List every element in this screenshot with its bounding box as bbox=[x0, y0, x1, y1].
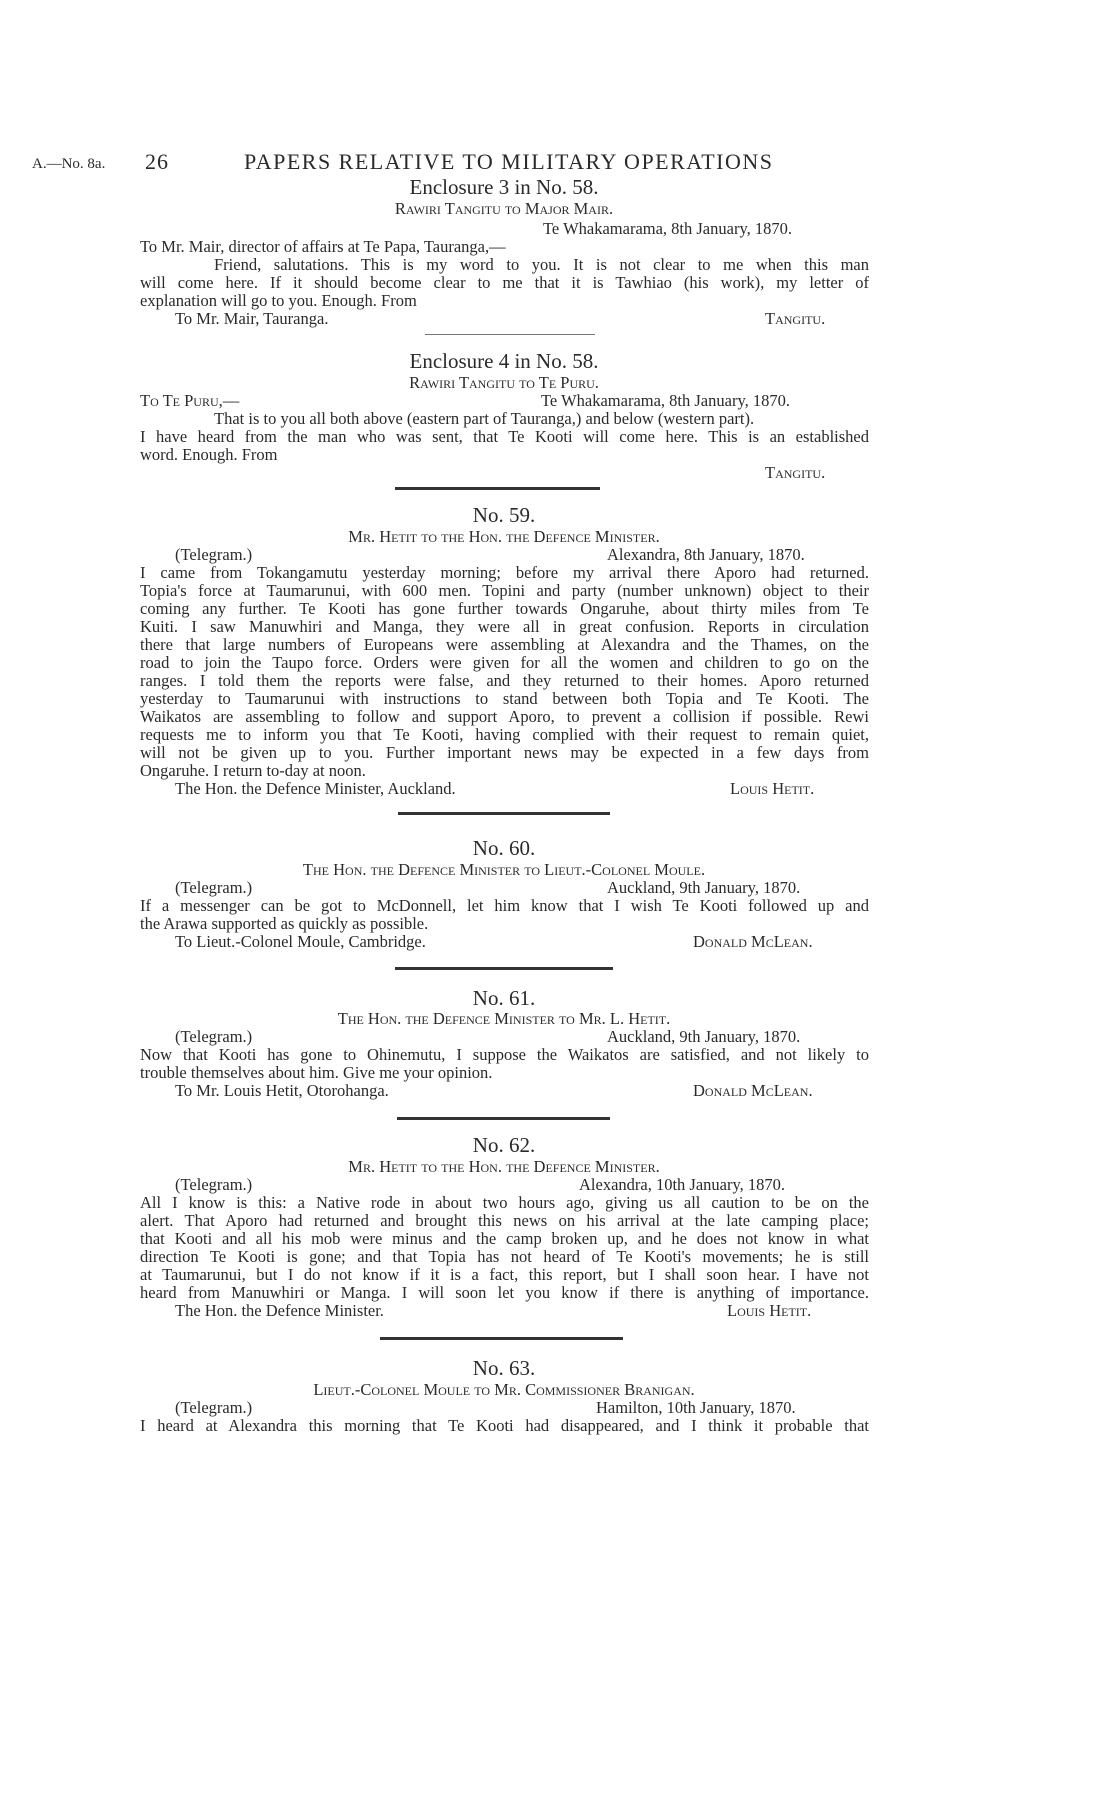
no62-from-to: Mr. Hetit to the Hon. the Defence Minister. bbox=[348, 1157, 660, 1176]
no62-heading: No. 62. bbox=[472, 1133, 536, 1157]
no62-body-line: heard from Manuwhiri or Manga. I will soon let you know if there is anything of importance. bbox=[140, 1283, 869, 1302]
enc3-place-date: Te Whakamarama, 8th January, 1870. bbox=[543, 219, 793, 238]
no60-from-to: The Hon. the Defence Minister to Lieut.-Colonel Moule. bbox=[302, 860, 706, 879]
no59-body-line: coming any further. Te Kooti has gone further towards Ongaruhe, about thirty miles from Te bbox=[140, 599, 869, 618]
no61-heading: No. 61. bbox=[472, 986, 536, 1010]
enc4-place-date: Te Whakamarama, 8th January, 1870. bbox=[541, 391, 791, 410]
enc3-heading: Enclosure 3 in No. 58. bbox=[409, 175, 599, 199]
enc3-signature: Tangitu. bbox=[765, 309, 826, 328]
enc3-addressee: To Mr. Mair, director of affairs at Te Papa, Tauranga,— bbox=[140, 237, 506, 256]
no59-signature: Louis Hetit. bbox=[730, 779, 815, 798]
separator-rule bbox=[398, 812, 610, 815]
no60-address-line: To Lieut.-Colonel Moule, Cambridge. bbox=[175, 932, 426, 951]
no63-place-date: Hamilton, 10th January, 1870. bbox=[596, 1398, 796, 1417]
no61-telegram-label: (Telegram.) bbox=[175, 1027, 253, 1046]
no59-address-line: The Hon. the Defence Minister, Auckland. bbox=[175, 779, 456, 798]
no59-body-line: Ongaruhe. I return to-day at noon. bbox=[140, 761, 366, 780]
separator-rule bbox=[397, 1117, 610, 1120]
no59-from-to: Mr. Hetit to the Hon. the Defence Minister. bbox=[348, 527, 660, 546]
no59-heading: No. 59. bbox=[472, 503, 536, 527]
no62-body-line: at Taumarunui, but I do not know if it is a fact, this report, but I shall soon hear. I have not bbox=[140, 1265, 869, 1284]
no60-body-line: If a messenger can be got to McDonnell, let him know that I wish Te Kooti followed up and bbox=[140, 896, 869, 915]
enc4-signature: Tangitu. bbox=[765, 463, 826, 482]
no60-body-line: the Arawa supported as quickly as possible. bbox=[140, 914, 429, 933]
no62-signature: Louis Hetit. bbox=[727, 1301, 812, 1320]
no59-telegram-label: (Telegram.) bbox=[175, 545, 253, 564]
no59-body-line: there that large numbers of Europeans were assembling at Alexandra and the Thames, on the bbox=[140, 635, 869, 654]
no60-heading: No. 60. bbox=[472, 836, 536, 860]
separator-rule bbox=[395, 487, 600, 490]
no61-body-line: Now that Kooti has gone to Ohinemutu, I suppose the Waikatos are satisfied, and not likely to bbox=[140, 1045, 869, 1064]
enc4-body-line: That is to you all both above (eastern part of Tauranga,) and below (western part). bbox=[214, 409, 755, 428]
no59-body-line: I came from Tokangamutu yesterday morning; before my arrival there Aporo had returned. bbox=[140, 563, 869, 582]
separator-rule bbox=[380, 1337, 623, 1340]
no62-body-line: All I know is this: a Native rode in about two hours ago, giving us all caution to be on the bbox=[140, 1193, 869, 1212]
no60-place-date: Auckland, 9th January, 1870. bbox=[607, 878, 801, 897]
no59-body-line: will not be given up to you. Further important news may be expected in a few days from bbox=[140, 743, 869, 762]
no59-body-line: requests me to inform you that Te Kooti, having complied with their request to remain quiet, bbox=[140, 725, 869, 744]
no63-from-to: Lieut.-Colonel Moule to Mr. Commissioner Branigan. bbox=[313, 1380, 695, 1399]
no62-telegram-label: (Telegram.) bbox=[175, 1175, 253, 1194]
separator-rule bbox=[425, 334, 595, 335]
enc3-body-line: Friend, salutations. This is my word to you. It is not clear to me when this man bbox=[214, 255, 869, 274]
page-header-title: PAPERS RELATIVE TO MILITARY OPERATIONS bbox=[244, 149, 774, 174]
enc3-body-line: will come here. If it should become clear to me that it is Tawhiao (his work), my letter of bbox=[140, 273, 869, 292]
enc3-from-to: Rawiri Tangitu to Major Mair. bbox=[394, 199, 614, 218]
enc4-addressee: To Te Puru,— bbox=[140, 391, 240, 410]
no59-body-line: Waikatos are assembling to follow and support Aporo, to prevent a collision if possible. Rewi bbox=[140, 707, 869, 726]
no59-body-line: Kuiti. I saw Manuwhiri and Manga, they were all in great confusion. Reports in circulation bbox=[140, 617, 869, 636]
no61-place-date: Auckland, 9th January, 1870. bbox=[607, 1027, 801, 1046]
no59-body-line: ranges. I told them the reports were false, and they returned to their homes. Aporo returned bbox=[140, 671, 869, 690]
no62-body-line: that Kooti and all his mob were minus and the camp broken up, and he does not know in what bbox=[140, 1229, 869, 1248]
no61-body-line: trouble themselves about him. Give me your opinion. bbox=[140, 1063, 493, 1082]
separator-rule bbox=[395, 967, 613, 970]
no61-from-to: The Hon. the Defence Minister to Mr. L. Hetit. bbox=[337, 1009, 671, 1028]
enc3-body-line: explanation will go to you. Enough. From bbox=[140, 291, 417, 310]
no62-address-line: The Hon. the Defence Minister. bbox=[175, 1301, 384, 1320]
no59-place-date: Alexandra, 8th January, 1870. bbox=[607, 545, 805, 564]
no63-heading: No. 63. bbox=[472, 1356, 536, 1380]
page-number: 26 bbox=[145, 149, 169, 174]
no62-body-line: direction Te Kooti is gone; and that Topia has not heard of Te Kooti's movements; he is still bbox=[140, 1247, 869, 1266]
enc4-heading: Enclosure 4 in No. 58. bbox=[409, 349, 599, 373]
no59-body-line: road to join the Taupo force. Orders were given for all the women and children to go on the bbox=[140, 653, 869, 672]
enc4-body-line: word. Enough. From bbox=[140, 445, 278, 464]
no59-body-line: Topia's force at Taumarunui, with 600 men. Topini and party (number unknown) object to their bbox=[140, 581, 869, 600]
no63-telegram-label: (Telegram.) bbox=[175, 1398, 253, 1417]
enc4-body-line: I have heard from the man who was sent, that Te Kooti will come here. This is an established bbox=[140, 427, 869, 446]
no60-telegram-label: (Telegram.) bbox=[175, 878, 253, 897]
no63-body-line: I heard at Alexandra this morning that Te Kooti had disappeared, and I think it probable that bbox=[140, 1416, 869, 1435]
no62-body-line: alert. That Aporo had returned and brought this news on his arrival at the late camping place; bbox=[140, 1211, 869, 1230]
enc3-address-line: To Mr. Mair, Tauranga. bbox=[175, 309, 329, 328]
enc4-from-to: Rawiri Tangitu to Te Puru. bbox=[409, 373, 599, 392]
no60-signature: Donald McLean. bbox=[693, 932, 813, 951]
no61-address-line: To Mr. Louis Hetit, Otorohanga. bbox=[175, 1081, 389, 1100]
no61-signature: Donald McLean. bbox=[693, 1081, 813, 1100]
no62-place-date: Alexandra, 10th January, 1870. bbox=[579, 1175, 786, 1194]
no59-body-line: yesterday to Taumarunui with instructions to stand between both Topia and Te Kooti. The bbox=[140, 689, 869, 708]
header-ref: A.—No. 8a. bbox=[32, 156, 106, 172]
